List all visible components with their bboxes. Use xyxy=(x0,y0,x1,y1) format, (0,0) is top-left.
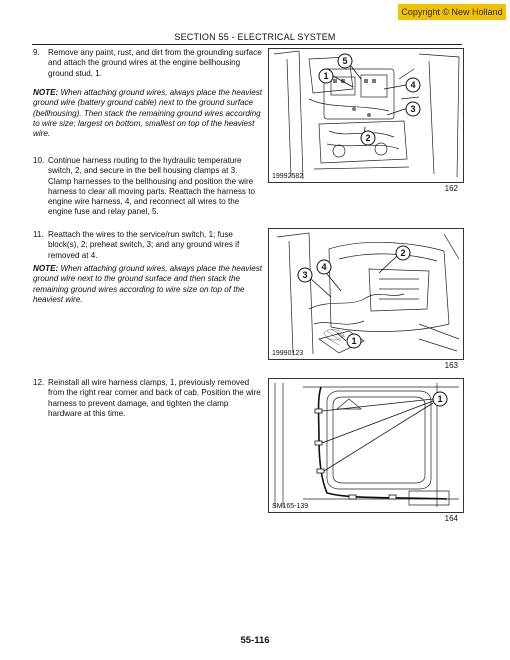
callout-1: 1 xyxy=(323,71,329,81)
callout-1: 1 xyxy=(351,336,357,346)
cab-rear-harness-illustration xyxy=(269,379,463,512)
page-number: 55-116 xyxy=(240,635,270,646)
figure-163 xyxy=(268,228,464,360)
figure-code: 19990123 xyxy=(272,350,304,357)
note-text: When attaching ground wires, always place the heaviest ground wire next to the ground surface and then stack the remaining ground wires according to wire size on top of the heaviest wire. xyxy=(33,264,262,304)
figure-number-162: 162 xyxy=(444,184,458,193)
callout-3: 3 xyxy=(302,270,308,280)
step-text: Remove any paint, rust, and dirt from the grounding surface and attach the ground wires at the engine bellhousing ground stud, 1. xyxy=(48,48,262,78)
callout-4: 4 xyxy=(321,262,327,272)
figure-number-163: 163 xyxy=(444,361,458,370)
figure-code: SM165-139 xyxy=(272,503,309,510)
step-9 xyxy=(33,48,263,79)
section-title: SECTION 55 - ELECTRICAL SYSTEM xyxy=(174,32,336,42)
callout-2: 2 xyxy=(400,248,406,258)
figure-number-164: 164 xyxy=(444,514,458,523)
callout-5: 5 xyxy=(342,56,348,66)
copyright-badge: Copyright © New Holland xyxy=(398,4,506,20)
note-label: NOTE: xyxy=(33,264,59,273)
step-9-note xyxy=(33,88,263,139)
step-text: Reinstall all wire harness clamps, 1, previously removed from the right rear corner and back of cab. Position the wire harness to prevent damage, and tighten the clamp hardware at this time. xyxy=(48,378,261,418)
step-number: 9. xyxy=(33,48,40,57)
step-number: 11. xyxy=(33,230,44,239)
callout-4: 4 xyxy=(410,80,416,90)
figure-164 xyxy=(268,378,464,513)
step-12 xyxy=(33,378,263,419)
callout-1: 1 xyxy=(437,394,443,404)
figure-code: 19992582 xyxy=(272,173,304,180)
note-text: When attaching ground wires, always place the heaviest ground wire (battery ground cable) next to the ground surface (bellhousing). Then stack the remaining ground wires according to wire size; largest on bottom, smallest on top of the heaviest wire. xyxy=(33,88,262,139)
header-rule xyxy=(32,44,462,45)
callout-3: 3 xyxy=(410,104,416,114)
step-11 xyxy=(33,230,263,261)
step-10 xyxy=(33,156,263,218)
engine-compartment-illustration xyxy=(269,49,463,182)
step-text: Reattach the wires to the service/run switch, 1; fuse block(s), 2; preheat switch, 3; and any ground wires if removed at 4. xyxy=(48,230,240,260)
step-11-note xyxy=(33,264,263,305)
step-number: 12. xyxy=(33,378,45,387)
step-number: 10. xyxy=(33,156,45,165)
step-text: Continue harness routing to the hydraulic temperature switch, 2, and secure in the bell housing clamps at 3. Clamp harnesses to the bellhousing and position the wire harness to clear all moving parts. Reattach the harness to engine wire harness, 4, and reconnect all wires to the engine fuse and relay panel, 5. xyxy=(48,156,255,217)
note-label: NOTE: xyxy=(33,88,59,97)
cab-switch-panel-illustration xyxy=(269,229,463,359)
figure-162 xyxy=(268,48,464,183)
callout-2: 2 xyxy=(365,133,371,143)
